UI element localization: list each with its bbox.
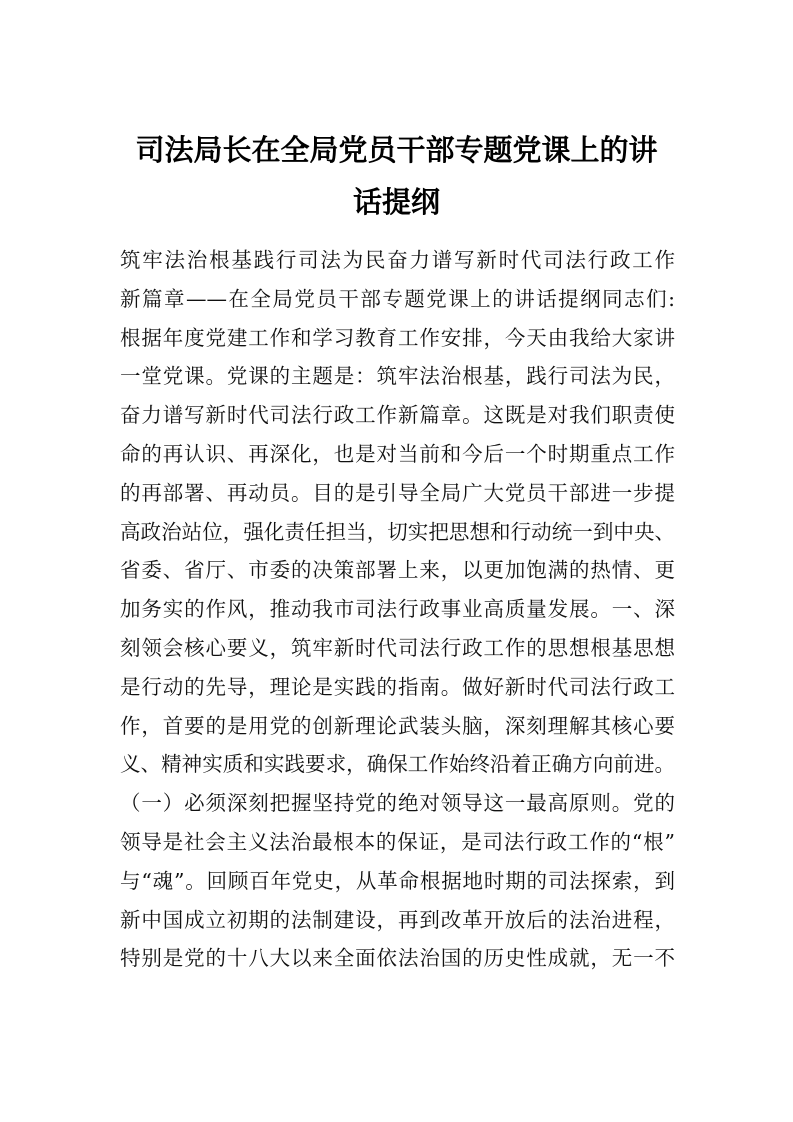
body-line: 省委、省厅、市委的决策部署上来，以更加饱满的热情、更: [120, 558, 675, 583]
body-line: 的再部署、再动员。目的是引导全局广大党员干部进一步提: [120, 480, 675, 505]
body-line: 奋力谱写新时代司法行政工作新篇章。这既是对我们职责使: [120, 403, 675, 428]
body-line: 是行动的先导，理论是实践的指南。做好新时代司法行政工: [120, 674, 675, 699]
body-line: 新中国成立初期的法制建设，再到改革开放后的法治进程，: [120, 907, 675, 932]
body-line: 义、精神实质和实践要求，确保工作始终沿着正确方向前进。: [120, 752, 675, 777]
body-line: 一堂党课。党课的主题是：筑牢法治根基，践行司法为民，: [120, 364, 675, 389]
body-line: 新篇章——在全局党员干部专题党课上的讲话提纲同志们:: [120, 286, 675, 311]
body-line: 特别是党的十八大以来全面依法治国的历史性成就，无一不: [120, 946, 675, 971]
body-line: 与“魂”。回顾百年党史，从革命根据地时期的司法探索，到: [120, 868, 675, 893]
body-line: 领导是社会主义法治最根本的保证，是司法行政工作的“根”: [120, 829, 675, 854]
title-line-2: 话提纲: [352, 185, 440, 219]
body-line: 高政治站位，强化责任担当，切实把思想和行动统一到中央、: [120, 519, 675, 544]
body-line: 筑牢法治根基践行司法为民奋力谱写新时代司法行政工作: [120, 248, 675, 272]
body-line: 刻领会核心要义，筑牢新时代司法行政工作的思想根基思想: [120, 635, 675, 660]
body-line: 作，首要的是用党的创新理论武装头脑，深刻理解其核心要: [120, 713, 675, 738]
body-line: 加务实的作风，推动我市司法行政事业高质量发展。一、深: [120, 597, 675, 622]
body-line: 命的再认识、再深化，也是对当前和今后一个时期重点工作: [120, 441, 675, 466]
document-title: [120, 124, 673, 228]
body-line: （一）必须深刻把握坚持党的绝对领导这一最高原则。党的: [120, 791, 675, 816]
document-body: [120, 241, 675, 978]
body-line: 根据年度党建工作和学习教育工作安排，今天由我给大家讲: [120, 325, 675, 350]
title-line-1: 司法局长在全局党员干部专题党课上的讲: [135, 133, 658, 167]
